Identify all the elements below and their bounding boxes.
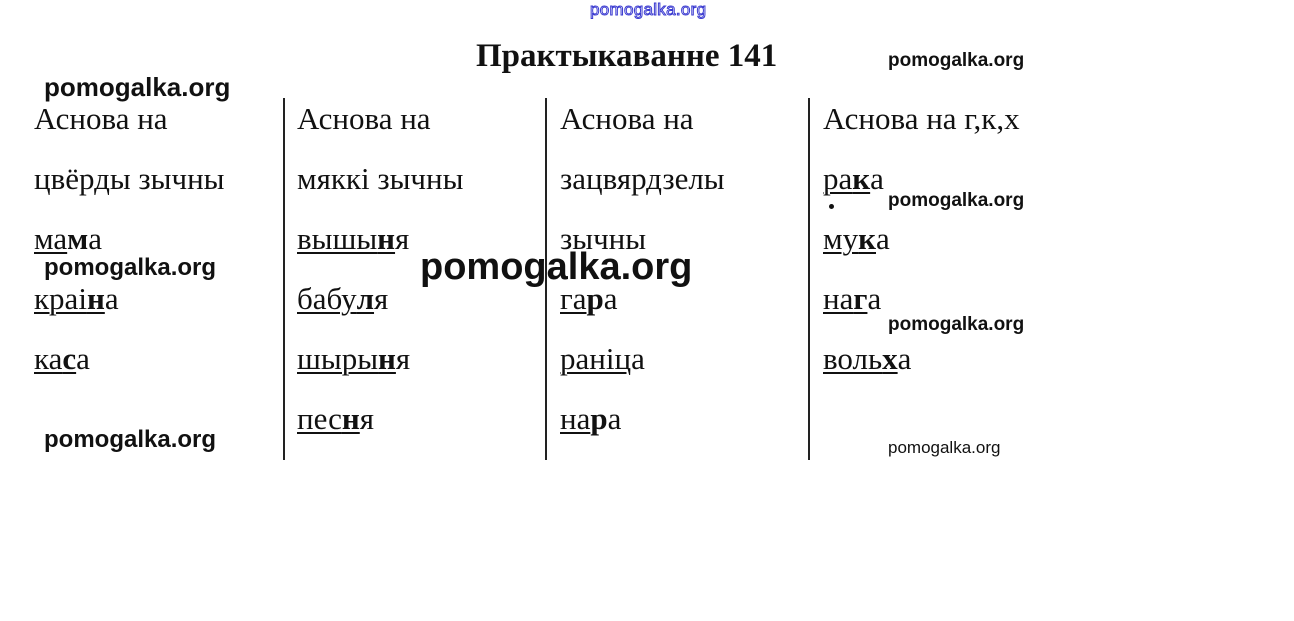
watermark: pomogalka.org bbox=[888, 438, 1001, 457]
watermark-top: pomogalka.org bbox=[590, 0, 707, 19]
watermark: pomogalka.org bbox=[888, 314, 1025, 335]
word-item: мама bbox=[34, 221, 103, 256]
watermark: pomogalka.org bbox=[44, 426, 217, 453]
column-1-header: Аснова на bbox=[34, 101, 168, 136]
word-item: каса bbox=[34, 341, 90, 376]
column-3-header: Аснова на bbox=[560, 101, 694, 136]
word-item: гара bbox=[560, 281, 618, 316]
column-3-header-line3: зычны bbox=[560, 221, 647, 256]
word-item: бабуля bbox=[297, 281, 389, 316]
column-divider bbox=[808, 98, 810, 460]
watermark: pomogalka.org bbox=[888, 190, 1025, 211]
column-divider bbox=[283, 98, 285, 460]
watermark-large: pomogalka.org bbox=[420, 246, 693, 288]
watermark: pomogalka.org bbox=[44, 72, 231, 102]
page-title: Практыкаванне 141 bbox=[476, 38, 778, 74]
column-2-header-line2: мяккі зычны bbox=[297, 161, 464, 196]
word-item: песня bbox=[297, 401, 375, 436]
column-4-header: Аснова на г,к,х bbox=[823, 101, 1020, 136]
word-item: вышыня bbox=[297, 221, 410, 256]
column-3-header-line2: зацвярдзелы bbox=[560, 161, 725, 196]
word-item: нара bbox=[560, 401, 622, 436]
word-item: вольха bbox=[823, 341, 912, 376]
word-item: нага bbox=[823, 281, 882, 316]
word-item: шырыня bbox=[297, 341, 411, 376]
word-item: мука bbox=[823, 221, 890, 256]
column-2-header: Аснова на bbox=[297, 101, 431, 136]
word-item: краіна bbox=[34, 281, 119, 316]
column-1-header-line2: цвёрды зычны bbox=[34, 161, 225, 196]
word-item: рака bbox=[823, 161, 884, 196]
word-item: раніца bbox=[560, 341, 645, 376]
watermark: pomogalka.org bbox=[888, 50, 1025, 71]
watermark: pomogalka.org bbox=[44, 254, 217, 281]
